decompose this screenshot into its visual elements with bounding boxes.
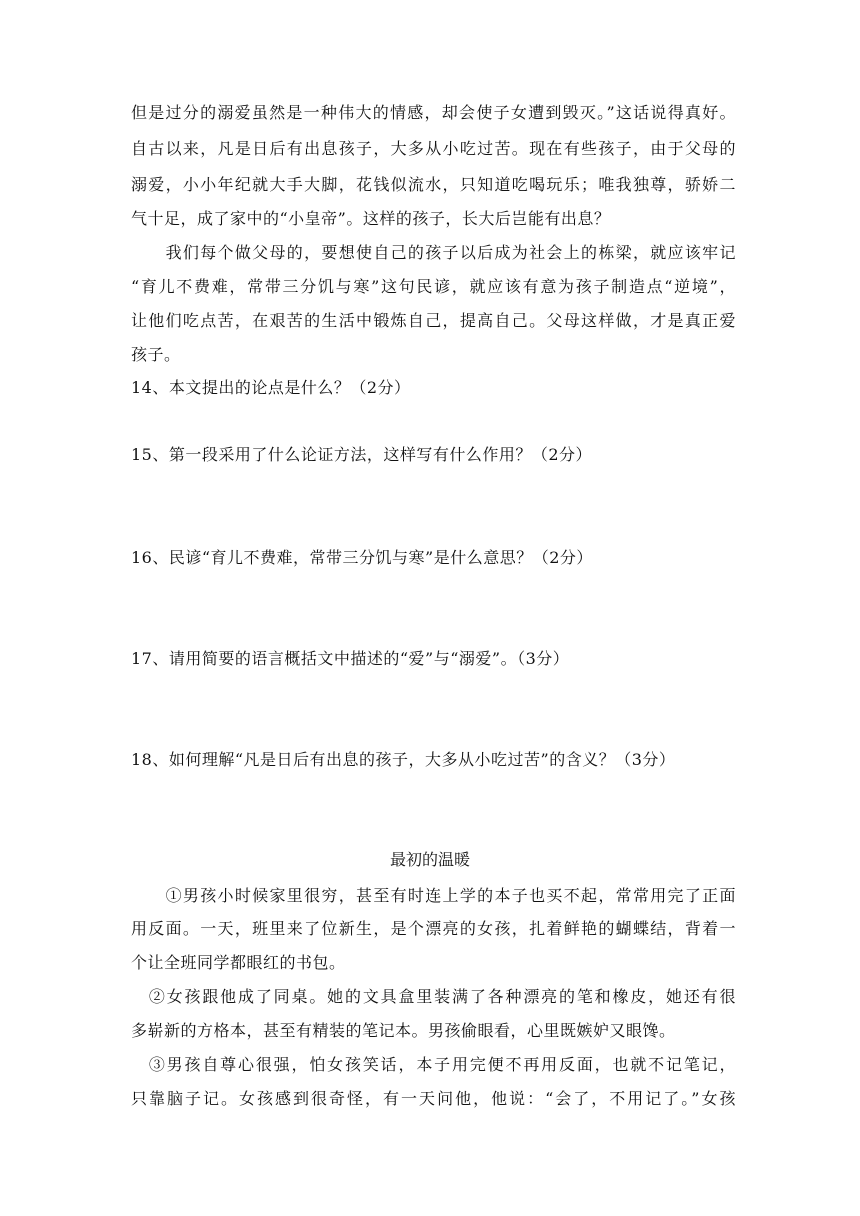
essay1-line: 我们每个做父母的，要想使自己的孩子以后成为社会上的栋梁，就应该牢记 [131, 243, 736, 262]
essay1-line: “育儿不费难，常带三分饥与寒”这句民谚，就应该有意为孩子制造点“逆境”， [131, 277, 736, 296]
question-15: 15、第一段采用了什么论证方法，这样写有什么作用？（2分） [131, 445, 593, 464]
question-14: 14、本文提出的论点是什么？（2分） [131, 378, 411, 397]
essay2-line: 多崭新的方格本，甚至有精装的笔记本。男孩偷眼看，心里既嫉妒又眼馋。 [131, 1021, 676, 1040]
essay1-line: 但是过分的溺爱虽然是一种伟大的情感，却会使子女遭到毁灭。”这话说得真好。 [131, 103, 736, 122]
question-16: 16、民谚“育儿不费难，常带三分饥与寒”是什么意思？（2分） [131, 548, 593, 567]
essay2-line: 只靠脑子记。女孩感到很奇怪，有一天问他，他说：“会了，不用记了。”女孩 [131, 1089, 736, 1108]
essay1-line: 自古以来，凡是日后有出息孩子，大多从小吃过苦。现在有些孩子，由于父母的 [131, 139, 736, 158]
essay2-line: ③男孩自尊心很强，怕女孩笑话，本子用完便不再用反面，也就不记笔记， [131, 1055, 736, 1074]
essay2-line: ①男孩小时候家里很穷，甚至有时连上学的本子也买不起，常常用完了正面 [131, 886, 736, 905]
question-18: 18、如何理解“凡是日后有出息的孩子，大多从小吃过苦”的含义？（3分） [131, 750, 676, 769]
question-17: 17、请用简要的语言概括文中描述的“爱”与“溺爱”。（3分） [131, 649, 570, 668]
essay1-line: 气十足，成了家中的“小皇帝”。这样的孩子，长大后岂能有出息？ [131, 209, 611, 228]
essay2-line: 个让全班同学都眼红的书包。 [131, 953, 346, 972]
essay2-line: 用反面。一天，班里来了位新生，是个漂亮的女孩，扎着鲜艳的蝴蝶结，背着一 [131, 919, 736, 938]
essay1-line: 溺爱，小小年纪就大手大脚，花钱似流水，只知道吃喝玩乐；唯我独尊，骄娇二 [131, 175, 736, 194]
essay1-line: 让他们吃点苦，在艰苦的生活中锻炼自己，提高自己。父母这样做，才是真正爱 [131, 311, 736, 330]
essay2-title: 最初的温暖 [389, 850, 470, 869]
essay1-line: 孩子。 [131, 345, 181, 364]
essay2-line: ②女孩跟他成了同桌。她的文具盒里装满了各种漂亮的笔和橡皮，她还有很 [131, 987, 736, 1006]
